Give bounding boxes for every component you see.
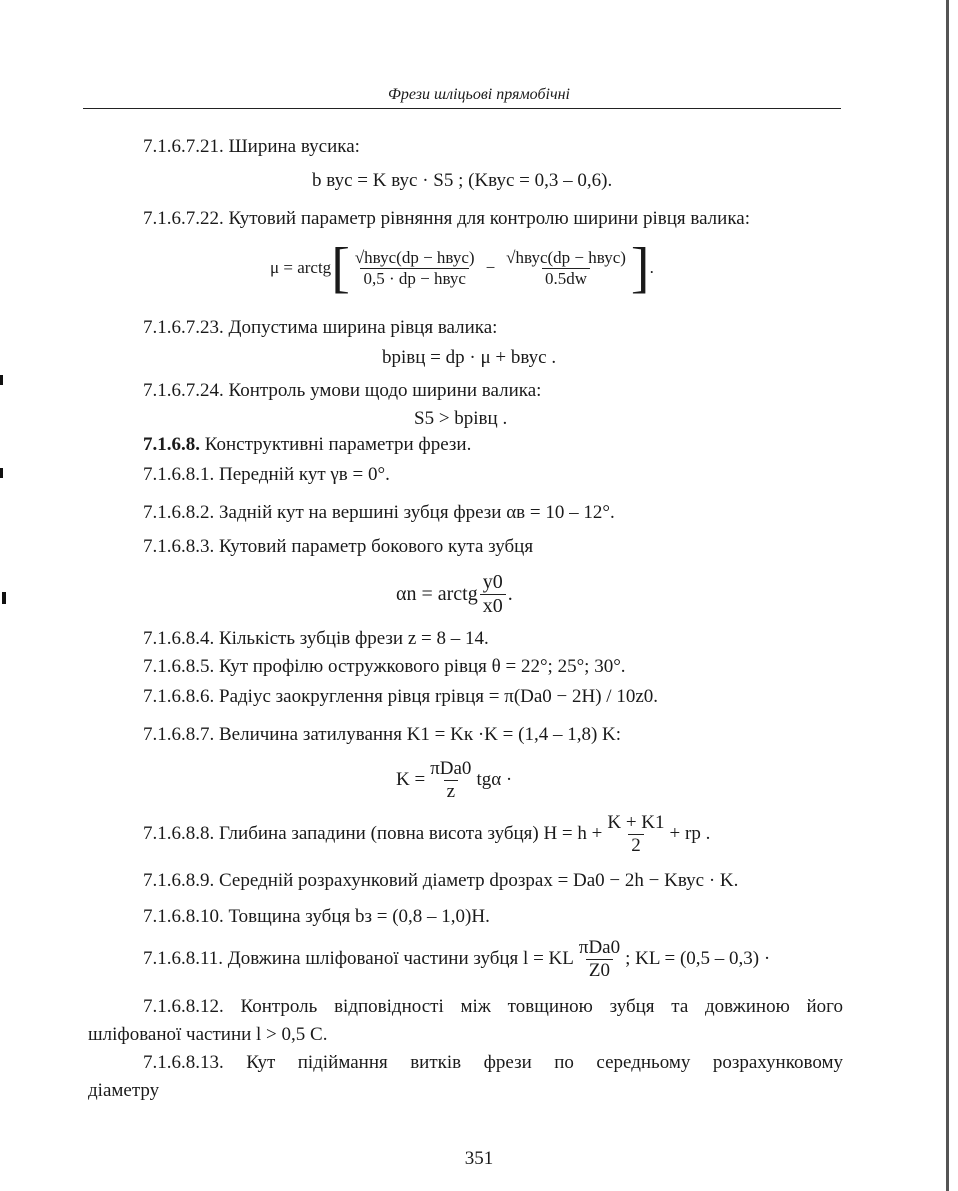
formula-mu-lhs: μ = arctg [270, 258, 332, 277]
item-7-1-6-8-9: 7.1.6.8.9. Середній розрахунковий діаметр dрозрах = Da0 − 2h − Kвус · K. [143, 870, 739, 891]
formula-alpha-n [396, 566, 513, 622]
fraction-k [427, 758, 474, 803]
item-7-1-6-8-1: 7.1.6.8.1. Передній кут γв = 0°. [143, 464, 390, 485]
item-7-1-6-7-24: 7.1.6.7.24. Контроль умови щодо ширини валика: [143, 380, 542, 401]
header-rule [83, 108, 841, 109]
item-7-1-6-8 [143, 434, 471, 456]
item-7-1-6-8-13-line1: 7.1.6.8.13. Кут підіймання витків фрези по середньому розрахунковому [143, 1052, 843, 1073]
item-7-1-6-8-12-line1: 7.1.6.8.12. Контроль відповідності між товщиною зубця та довжиною його [143, 996, 843, 1017]
fraction-h-numerator: K + K1 [607, 811, 665, 833]
bracket-left: [ [331, 237, 350, 299]
formula-s5: S5 > bрівц . [414, 408, 508, 429]
item-7-1-6-8-10: 7.1.6.8.10. Товщина зубця bз = (0,8 – 1,0)H. [143, 906, 490, 927]
item-7-1-6-8-2: 7.1.6.8.2. Задній кут на вершині зубця фрези αв = 10 – 12°. [143, 502, 615, 523]
scan-mark-1 [0, 375, 3, 385]
item-7-1-6-8-4: 7.1.6.8.4. Кількість зубців фрези z = 8 – 14. [143, 628, 489, 649]
item-7-1-6-8-5: 7.1.6.8.5. Кут профілю остружкового рівця θ = 22°; 25°; 30°. [143, 656, 626, 677]
formula-alpha-n-lhs: αn = arctg [396, 582, 478, 605]
item-7-1-6-7-22: 7.1.6.7.22. Кутовий параметр рівняння для контролю ширини рівця валика: [143, 208, 750, 229]
item-7-1-6-8-11-text: 7.1.6.8.11. Довжина шліфованої частини зубця l = KL [143, 948, 574, 969]
fraction-l-numerator: πDa0 [578, 936, 621, 958]
page-number: 351 [464, 1148, 494, 1169]
formula-b-rivts: bрівц = dр · μ + bвус . [382, 347, 557, 368]
scan-mark-3 [2, 592, 6, 604]
item-7-1-6-7-21: 7.1.6.7.21. Ширина вусика: [143, 136, 360, 157]
item-7-1-6-8-number: 7.1.6.8. [143, 434, 200, 455]
fraction-h [604, 812, 667, 857]
page-header: Фрези шліцьові прямобічні [388, 86, 570, 103]
item-7-1-6-7-23: 7.1.6.7.23. Допустима ширина рівця валика: [143, 317, 498, 338]
formula-mu [270, 232, 654, 304]
fraction-x0-denominator: x0 [480, 594, 506, 618]
formula-k [396, 752, 512, 808]
fraction-y0-numerator: y0 [482, 570, 503, 593]
fraction-k-numerator: πDa0 [430, 757, 472, 779]
formula-alpha-n-period: . [507, 582, 513, 605]
item-7-1-6-8-7: 7.1.6.8.7. Величина затилування K1 = Kк ·K = (1,4 – 1,8) K: [143, 724, 622, 745]
fraction-2-numerator: √hвус(dр − hвус) [506, 247, 626, 267]
formula-k-lhs: K = [396, 769, 426, 790]
formula-l-rhs: ; KL = (0,5 – 0,3) · [625, 948, 771, 969]
fraction-1-numerator: √hвус(dр − hвус) [354, 247, 475, 267]
formula-k-rhs: tgα · [476, 769, 513, 790]
item-7-1-6-8-13-line2: діаметру [88, 1080, 160, 1101]
item-7-1-6-8-8 [143, 806, 710, 862]
fraction-h-denominator: 2 [628, 834, 644, 857]
fraction-l [576, 937, 623, 982]
item-7-1-6-8-12-line2: шліфованої частини l > 0,5 C. [88, 1024, 328, 1045]
formula-h-rhs: + rр . [669, 823, 711, 844]
item-7-1-6-8-title: Конструктивні параметри фрези. [200, 434, 472, 455]
scan-mark-2 [0, 468, 3, 478]
fraction-2 [503, 248, 629, 289]
scan-edge-right [946, 0, 949, 1191]
item-7-1-6-8-6: 7.1.6.8.6. Радіус заокруглення рівця rрівця = π(Da0 − 2H) / 10z0. [143, 686, 659, 707]
minus-sign: − [485, 258, 496, 277]
item-7-1-6-8-11 [143, 930, 770, 988]
fraction-l-denominator: Z0 [586, 959, 613, 982]
fraction-1-denominator: 0,5 · dр − hвус [360, 268, 469, 289]
formula-b-vus: b вус = K вус · S5 ; (Kвус = 0,3 – 0,6). [312, 170, 613, 191]
fraction-k-denominator: z [444, 780, 458, 803]
fraction-1 [352, 248, 478, 289]
fraction-2-denominator: 0.5dw [542, 268, 590, 289]
formula-mu-period: . [649, 258, 654, 277]
fraction-y0-x0 [480, 571, 506, 618]
item-7-1-6-8-3: 7.1.6.8.3. Кутовий параметр бокового кута зубця [143, 536, 534, 557]
item-7-1-6-8-8-text: 7.1.6.8.8. Глибина западини (повна висота зубця) H = h + [143, 823, 603, 844]
bracket-right: ] [630, 237, 650, 299]
